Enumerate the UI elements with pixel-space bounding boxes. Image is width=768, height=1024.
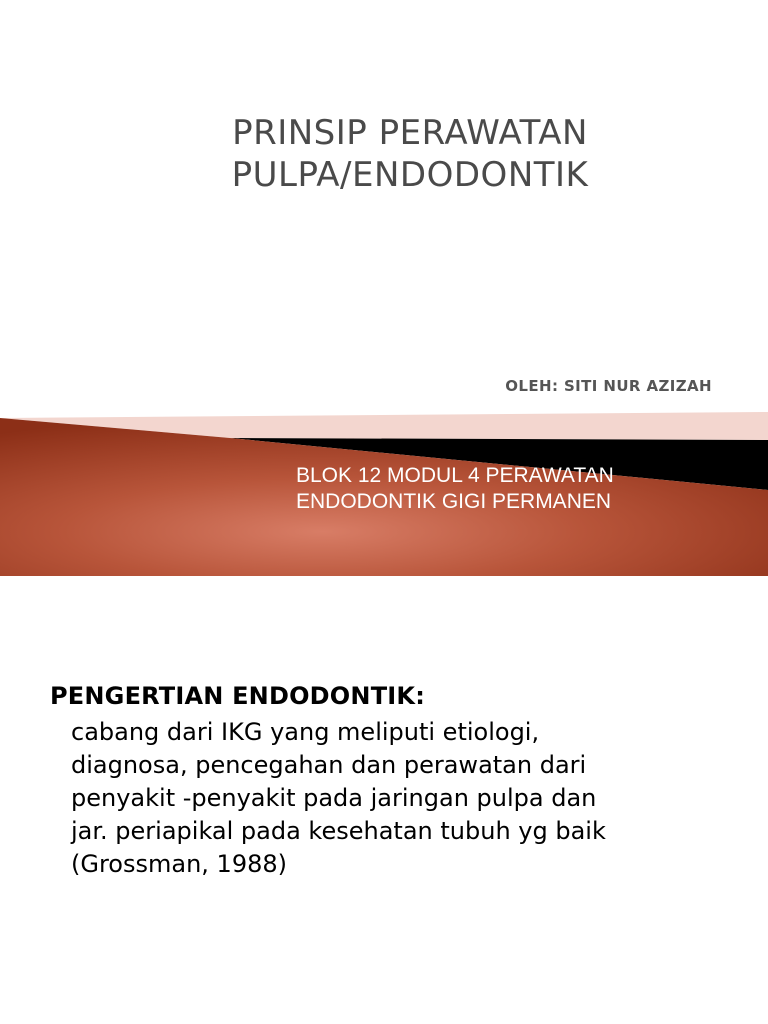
slide-subtitle-line-2: ENDODONTIK GIGI PERMANEN	[296, 490, 612, 513]
definition-line-2: diagnosa, pencegahan dan perawatan dari	[71, 751, 587, 779]
definition-line-3: penyakit -penyakit pada jaringan pulpa dan	[71, 784, 597, 812]
content-slide	[0, 576, 768, 1024]
definition-line-4: jar. periapikal pada kesehatan tubuh yg baik	[71, 817, 606, 845]
slide-title-line-2: PULPA/ENDODONTIK	[231, 155, 589, 195]
slide-subtitle-line-1: BLOK 12 MODUL 4 PERAWATAN	[296, 464, 614, 487]
definition-text	[71, 716, 606, 881]
definition-line-1: cabang dari IKG yang meliputi etiologi,	[71, 718, 540, 746]
author-credit: OLEH: SITI NUR AZIZAH	[505, 377, 712, 395]
slide-title	[0, 112, 768, 196]
section-heading: PENGERTIAN ENDODONTIK:	[50, 682, 425, 710]
slide-subtitle	[296, 463, 614, 515]
definition-line-5: (Grossman, 1988)	[71, 850, 287, 878]
slide-title-line-1: PRINSIP PERAWATAN	[232, 113, 588, 153]
